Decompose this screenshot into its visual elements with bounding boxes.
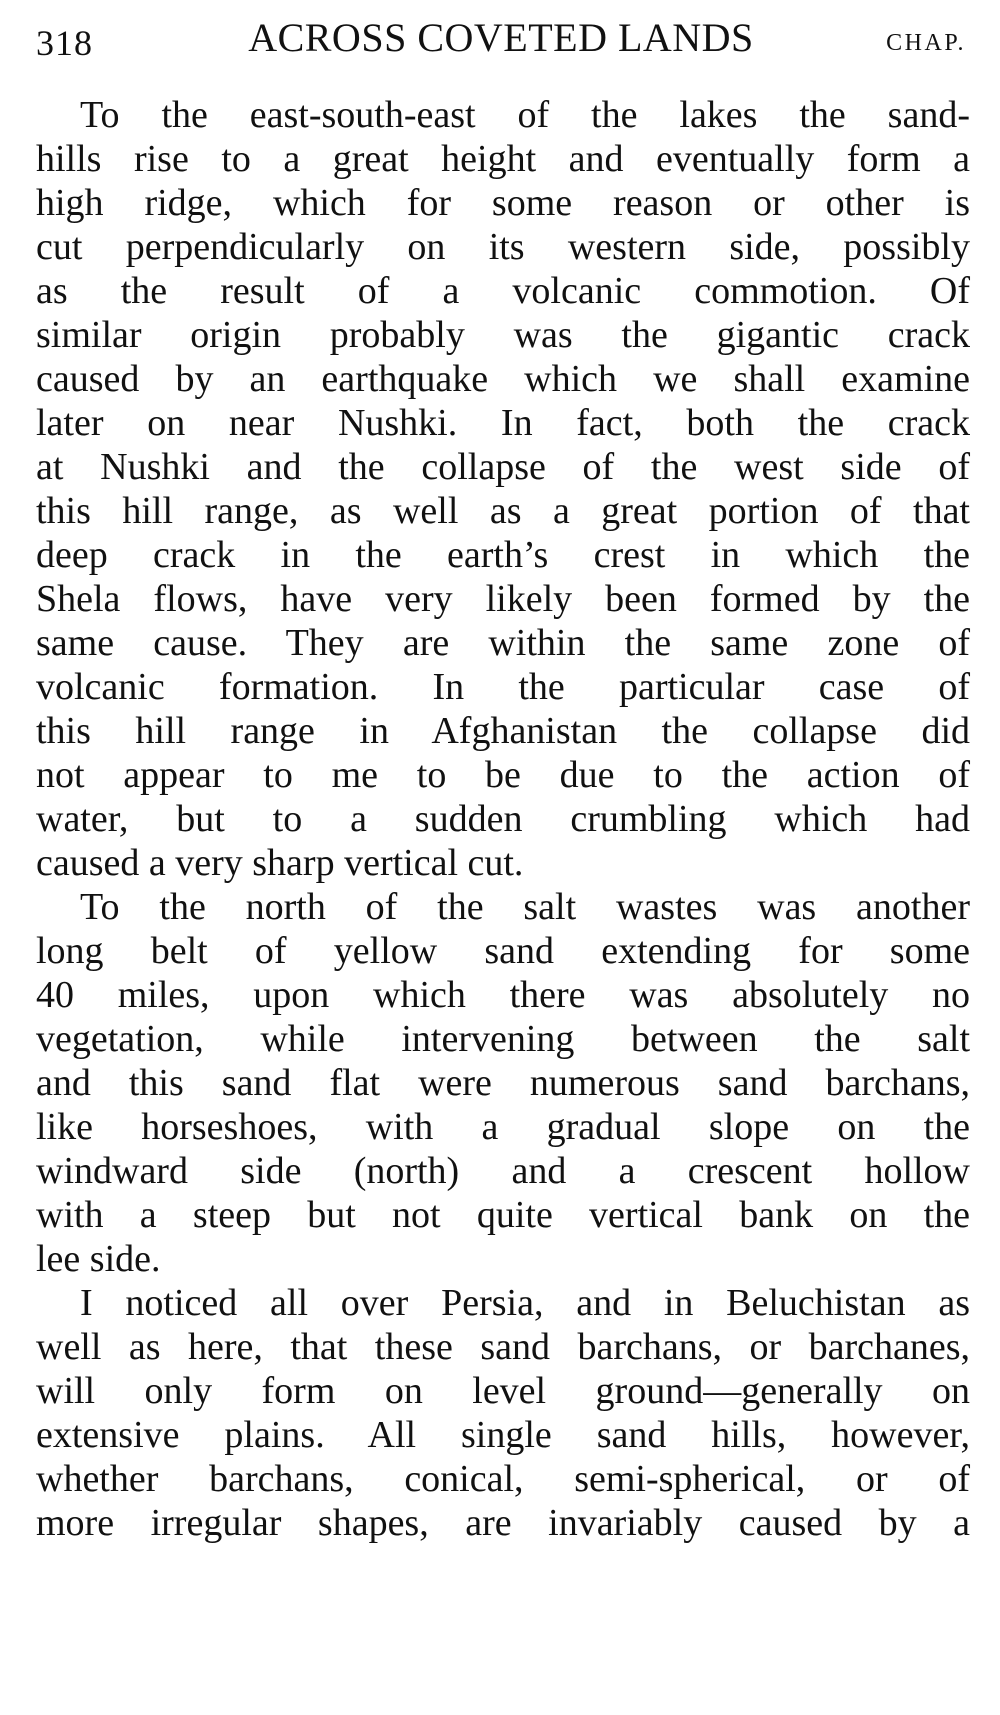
text-line: 40 miles, upon which there was absolutely no xyxy=(36,974,970,1016)
text-line: I noticed all over Persia, and in Beluchistan as xyxy=(80,1282,970,1324)
text-line: lee side. xyxy=(36,1238,161,1280)
text-line: at Nushki and the collapse of the west side of xyxy=(36,446,970,488)
page-number: 318 xyxy=(36,23,93,63)
text-line: this hill range in Afghanistan the collapse did xyxy=(36,710,970,752)
text-line: high ridge, which for some reason or other is xyxy=(36,182,970,224)
text-line: this hill range, as well as a great portion of that xyxy=(36,490,970,532)
text-line: will only form on level ground—generally on xyxy=(36,1370,970,1412)
text-line: with a steep but not quite vertical bank on the xyxy=(36,1194,970,1236)
text-line: as the result of a volcanic commotion. Of xyxy=(36,270,970,312)
text-line: water, but to a sudden crumbling which had xyxy=(36,798,970,840)
text-line: long belt of yellow sand extending for some xyxy=(36,930,970,972)
text-line: hills rise to a great height and eventually form a xyxy=(36,138,970,180)
text-line: volcanic formation. In the particular case of xyxy=(36,666,970,708)
text-line: same cause. They are within the same zone of xyxy=(36,622,970,664)
text-line: vegetation, while intervening between the salt xyxy=(36,1018,970,1060)
running-header xyxy=(36,14,966,64)
book-title: ACROSS COVETED LANDS xyxy=(248,15,754,60)
body-text xyxy=(36,93,970,1545)
text-line: To the east-south-east of the lakes the sand- xyxy=(80,94,970,136)
text-line: Shela flows, have very likely been formed by the xyxy=(36,578,970,620)
text-line: windward side (north) and a crescent hollow xyxy=(36,1150,970,1192)
text-line: cut perpendicularly on its western side, possibly xyxy=(36,226,970,268)
text-line: like horseshoes, with a gradual slope on the xyxy=(36,1106,970,1148)
text-line: To the north of the salt wastes was another xyxy=(80,886,970,928)
paragraph-2 xyxy=(36,885,970,1281)
text-line: extensive plains. All single sand hills, however, xyxy=(36,1414,970,1456)
text-line: deep crack in the earth’s crest in which the xyxy=(36,534,970,576)
text-line: similar origin probably was the gigantic crack xyxy=(36,314,970,356)
text-line: not appear to me to be due to the action of xyxy=(36,754,970,796)
paragraph-3 xyxy=(36,1281,970,1545)
text-line: more irregular shapes, are invariably caused by a xyxy=(36,1502,970,1544)
paragraph-1 xyxy=(36,93,970,885)
text-line: and this sand flat were numerous sand barchans, xyxy=(36,1062,970,1104)
text-line: caused a very sharp vertical cut. xyxy=(36,842,524,884)
text-line: well as here, that these sand barchans, or barchanes, xyxy=(36,1326,970,1368)
text-line: caused by an earthquake which we shall examine xyxy=(36,358,970,400)
text-line: whether barchans, conical, semi-spherical, or of xyxy=(36,1458,970,1500)
text-line: later on near Nushki. In fact, both the crack xyxy=(36,402,970,444)
chapter-mark: CHAP. xyxy=(886,30,966,56)
